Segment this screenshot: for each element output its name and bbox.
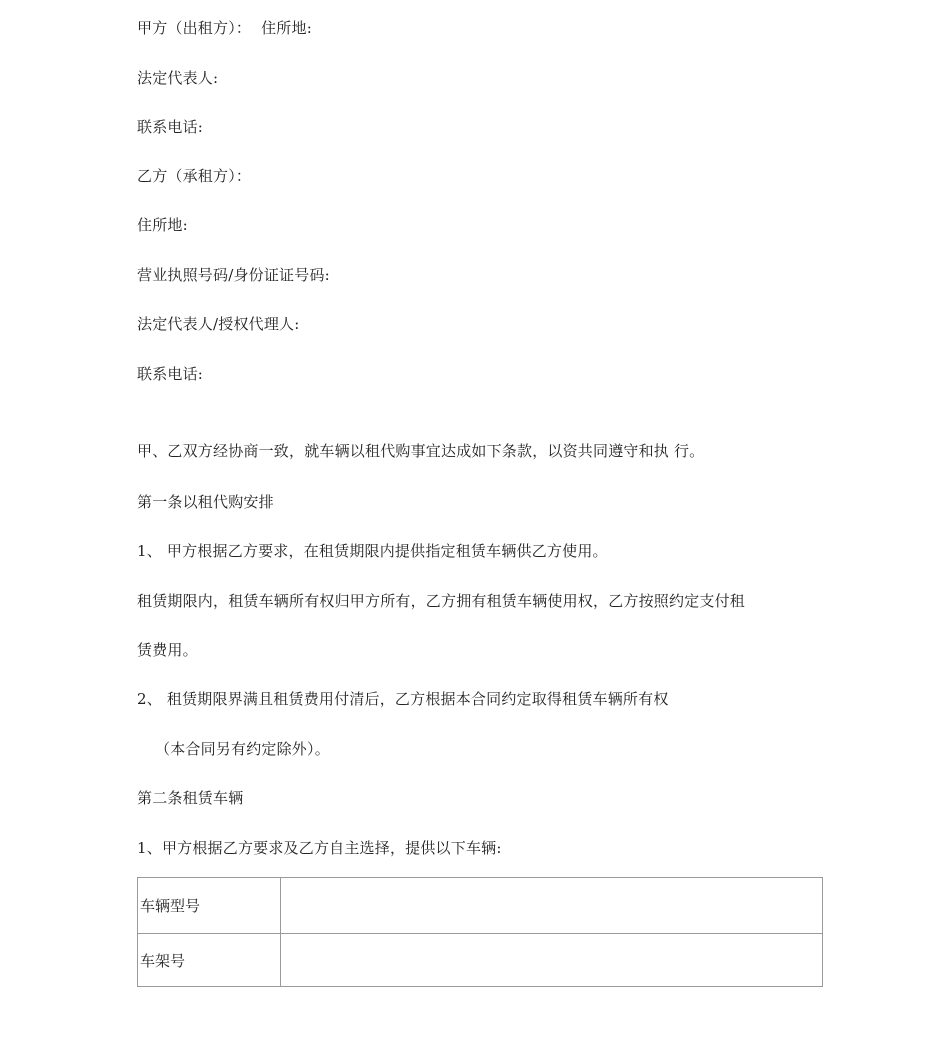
frame-number-value [281,934,823,987]
article1-item2: 2、 租赁期限界满且租赁费用付清后，乙方根据本合同约定取得租赁车辆所有权 [137,690,669,708]
table-row [138,878,823,934]
party-b-phone-label: 联系电话: [137,365,204,383]
party-b-license-label: 营业执照号码/身份证证号码: [137,266,330,284]
article1-item1-continuation-end: 赁费用。 [137,641,198,659]
article1-item1: 1、 甲方根据乙方要求，在租赁期限内提供指定租赁车辆供乙方使用。 [137,542,608,560]
article1-item2-continuation: （本合同另有约定除外）。 [155,740,330,758]
vehicle-model-value [281,878,823,934]
party-a-legal-rep-label: 法定代表人: [137,69,219,87]
article1-heading: 第一条以租代购安排 [137,493,274,511]
vehicle-info-table [137,877,823,987]
article2-heading: 第二条租赁车辆 [137,789,244,807]
frame-number-label: 车架号 [138,934,281,987]
table-row [138,934,823,987]
article2-item1: 1、甲方根据乙方要求及乙方自主选择，提供以下车辆: [137,839,502,857]
party-a-line [137,18,312,38]
party-b-address-label: 住所地: [137,216,188,234]
preamble-text: 甲、乙双方经协商一致，就车辆以租代购事宜达成如下条款，以资共同遵守和执 行。 [137,442,705,460]
party-a-phone-label: 联系电话: [137,118,204,136]
party-a-title: 甲方（出租方）： [137,19,252,37]
party-a-address-label: 住所地: [261,19,312,37]
party-b-rep-label: 法定代表人/授权代理人: [137,315,300,333]
vehicle-model-label: 车辆型号 [138,878,281,934]
party-b-title: 乙方（承租方）： [137,167,252,185]
article1-item1-continuation: 租赁期限内，租赁车辆所有权归甲方所有，乙方拥有租赁车辆使用权，乙方按照约定支付租 [137,592,746,610]
